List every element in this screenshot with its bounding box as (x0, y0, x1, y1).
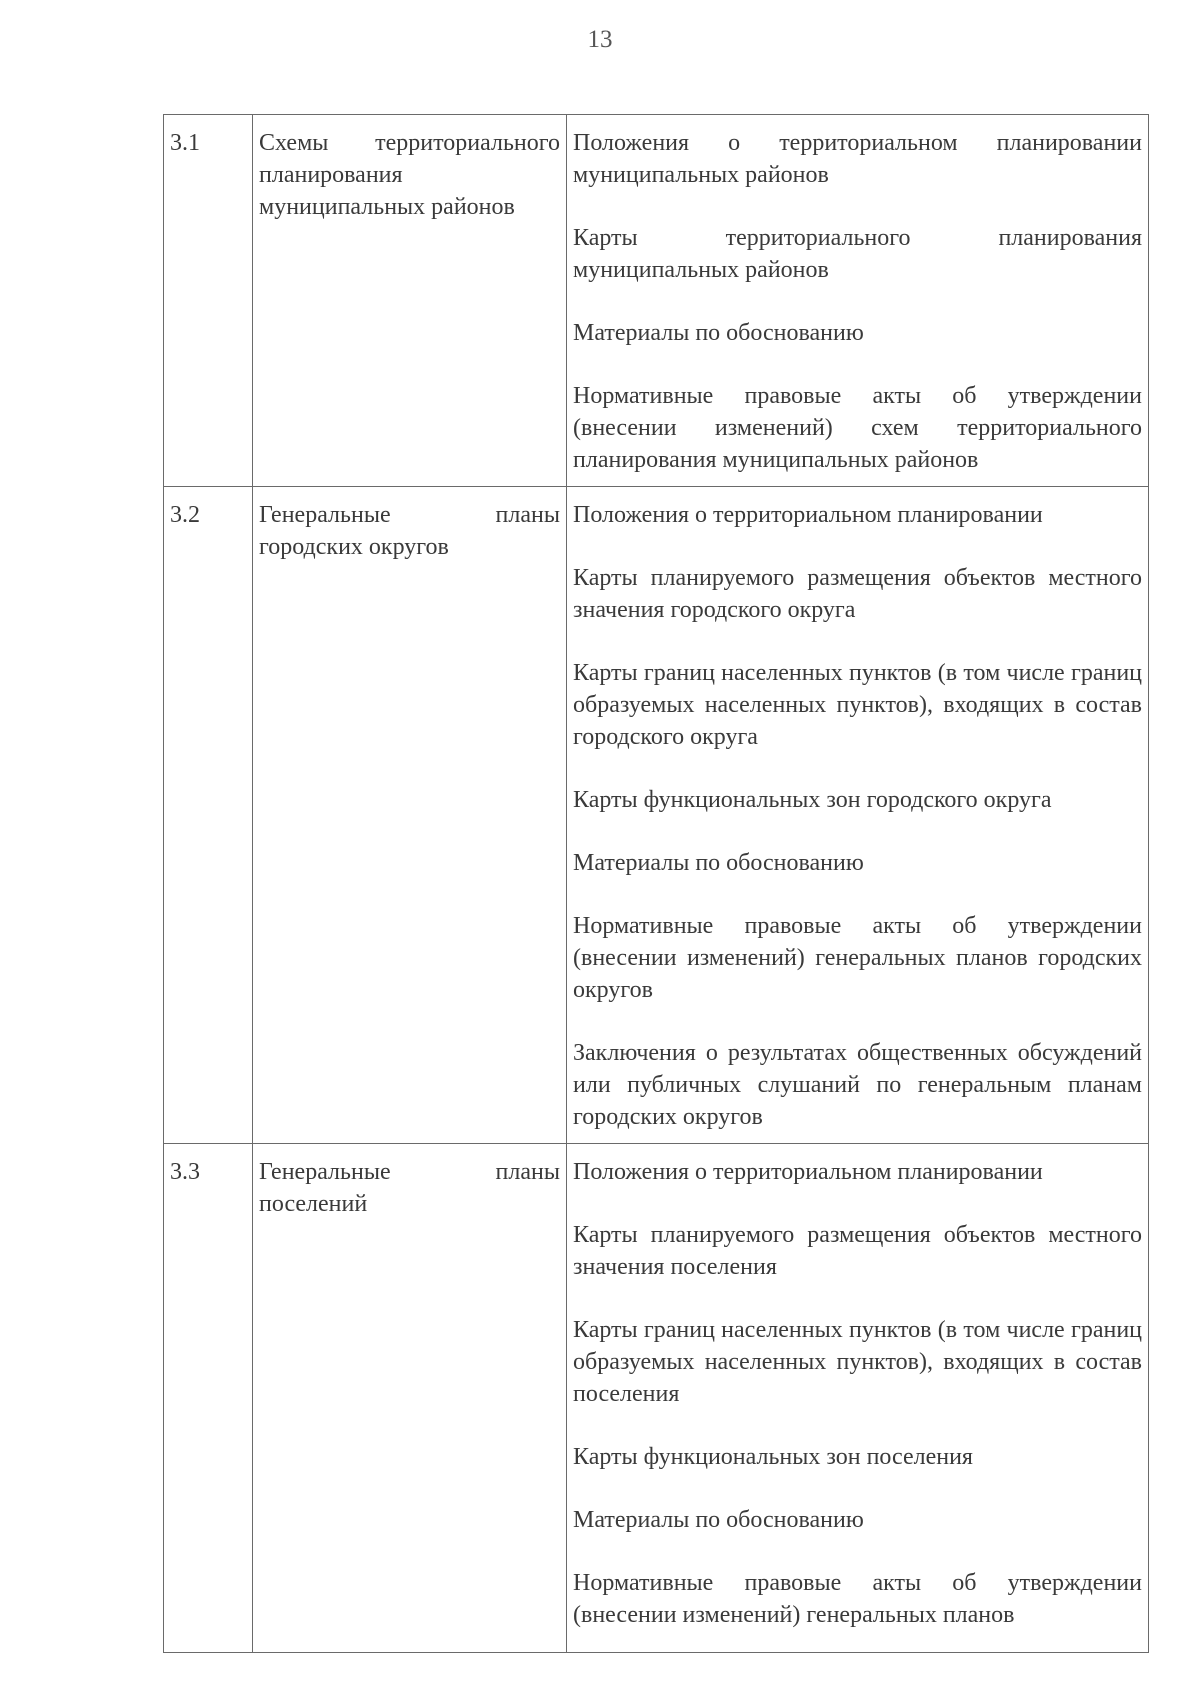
list-item: Положения о территориальном планировании (573, 1159, 1043, 1185)
row-title: Схемы территориального планирования муниципальных районов (253, 115, 567, 487)
row-title: Генеральные планы поселений (253, 1144, 567, 1653)
list-item: Материалы по обоснованию (573, 1507, 864, 1533)
list-item: Нормативные правовые акты об утверждении (внесении изменений) генеральных планов (573, 1570, 1142, 1628)
list-item: Карты границ населенных пунктов (в том числе границ образуемых населенных пунктов), входящих в состав городского округа (573, 660, 1142, 750)
row-number: 3.2 (164, 487, 253, 1144)
table-row (164, 1144, 1149, 1653)
list-item: Положения о территориальном планировании (573, 502, 1043, 528)
row-number: 3.1 (164, 115, 253, 487)
document-table (163, 114, 1149, 1653)
row-items (567, 1144, 1149, 1653)
list-item: Положения о территориальном планировании муниципальных районов (573, 130, 1142, 188)
row-items (567, 115, 1149, 487)
list-item: Карты планируемого размещения объектов местного значения поселения (573, 1222, 1142, 1280)
list-item: Карты планируемого размещения объектов местного значения городского округа (573, 565, 1142, 623)
list-item: Карты границ населенных пунктов (в том числе границ образуемых населенных пунктов), входящих в состав поселения (573, 1317, 1142, 1407)
list-item: Заключения о результатах общественных обсуждений или публичных слушаний по генеральным планам городских округов (573, 1040, 1142, 1130)
list-item: Карты функциональных зон поселения (573, 1444, 973, 1470)
list-item: Материалы по обоснованию (573, 850, 864, 876)
row-title: Генеральные планы городских округов (253, 487, 567, 1144)
table-row (164, 115, 1149, 487)
page-number: 13 (587, 26, 613, 53)
row-items (567, 487, 1149, 1144)
list-item: Материалы по обоснованию (573, 320, 864, 346)
list-item: Нормативные правовые акты об утверждении (внесении изменений) схем территориального планирования муниципальных районов (573, 383, 1142, 473)
table-row (164, 487, 1149, 1144)
list-item: Нормативные правовые акты об утверждении (внесении изменений) генеральных планов городских округов (573, 913, 1142, 1003)
list-item: Карты функциональных зон городского округа (573, 787, 1052, 813)
row-number: 3.3 (164, 1144, 253, 1653)
list-item: Карты территориального планирования муниципальных районов (573, 225, 1142, 283)
